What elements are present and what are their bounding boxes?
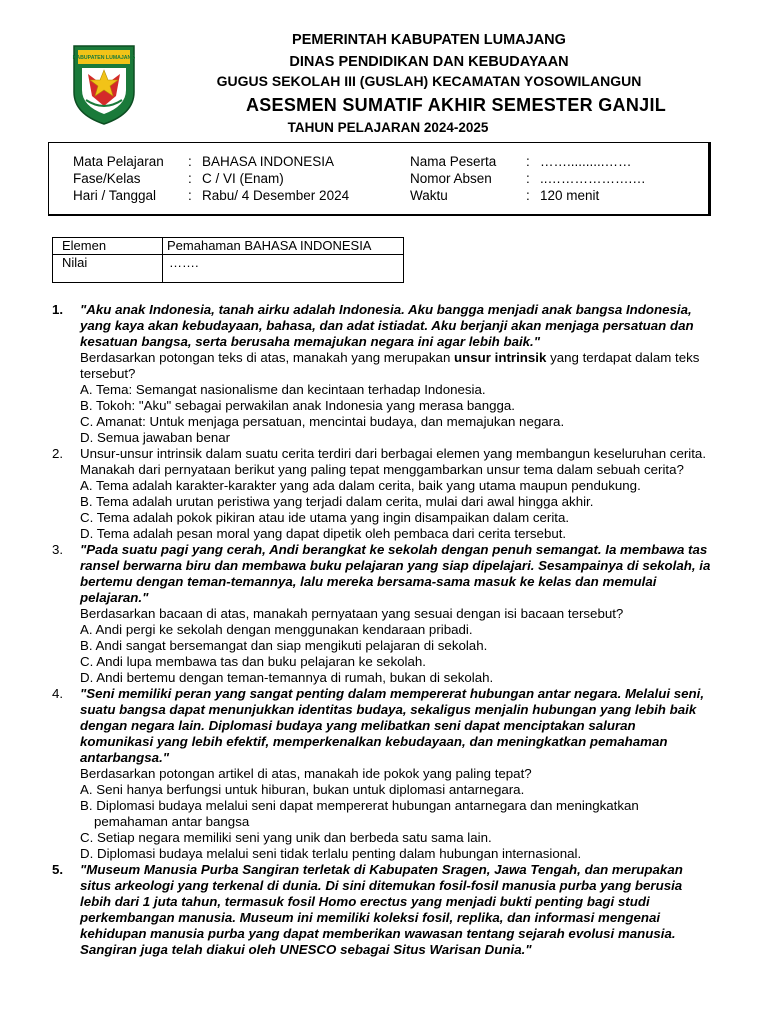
option-c[interactable]: C. Tema adalah pokok pikiran atau ide utama yang ingin disampaikan dalam cerita. — [80, 510, 570, 525]
subject-label: Mata Pelajaran — [73, 154, 164, 169]
question-5 — [52, 862, 712, 958]
question-2 — [52, 446, 712, 542]
phase-class-value: C / VI (Enam) — [202, 171, 284, 186]
participant-name-label: Nama Peserta — [410, 154, 497, 169]
option-c[interactable]: C. Andi lupa membawa tas dan buku pelajaran ke sekolah. — [80, 654, 426, 669]
student-info-box — [48, 142, 711, 216]
colon: : — [188, 171, 192, 186]
option-b[interactable]: B. Tokoh: "Aku" sebagai perwakilan anak Indonesia yang merasa bangga. — [80, 398, 515, 413]
table-row — [53, 255, 404, 283]
colon: : — [188, 154, 192, 169]
element-score-table — [52, 237, 404, 283]
option-b[interactable]: B. Andi sangat bersemangat dan siap mengikuti pelajaran di sekolah. — [80, 638, 488, 653]
day-date-value: Rabu/ 4 Desember 2024 — [202, 188, 350, 203]
question-passage: "Museum Manusia Purba Sangiran terletak di Kabupaten Sragen, Jawa Tengah, dan merupakan situs arkeologi yang terkenal di dunia. Di sini ditemukan fosil-fosil manusia purba yang berusia lebih dari 1 juta tahun, termasuk fosil Homo erectus yang menjadi bukti penting bagi studi perkembangan manusia. Museum ini memiliki koleksi fosil, replika, dan informasi mengenai kehidupan manusia purba yang dapat memberikan wawasan tentang sejarah evolusi manusia. Sangiran juga telah diakui oleh UNESCO sebagai Situs Warisan Dunia." — [80, 862, 683, 957]
option-d[interactable]: D. Andi bertemu dengan teman-temannya di rumah, bukan di sekolah. — [80, 670, 494, 685]
absence-number-field[interactable]: ..……………….… — [540, 171, 646, 186]
option-a[interactable]: A. Tema: Semangat nasionalisme dan kecintaan terhadap Indonesia. — [80, 382, 486, 397]
option-d[interactable]: D. Diplomasi budaya melalui seni tidak terlalu penting dalam hubungan internasional. — [80, 846, 582, 861]
phase-class-label: Fase/Kelas — [73, 171, 141, 186]
academic-year: TAHUN PELAJARAN 2024-2025 — [287, 120, 489, 135]
question-3 — [52, 542, 712, 686]
score-label: Nilai — [53, 255, 163, 283]
table-row — [53, 238, 404, 255]
option-d[interactable]: D. Tema adalah pesan moral yang dapat dipetik oleh pembaca dari cerita tersebut. — [80, 526, 567, 541]
option-b[interactable]: B. Diplomasi budaya melalui seni dapat mempererat hubungan antarnegara dan meningkatkan pemahaman antar bangsa — [80, 798, 639, 829]
question-prompt: Berdasarkan potongan teks di atas, manakah yang merupakan unsur intrinsik yang terdapat dalam teks tersebut? — [80, 350, 700, 381]
colon: : — [526, 188, 530, 203]
question-prompt: Berdasarkan potongan artikel di atas, manakah ide pokok yang paling tepat? — [80, 766, 532, 781]
header-government: PEMERINTAH KABUPATEN LUMAJANG — [292, 32, 566, 48]
question-number: 2. — [52, 446, 64, 461]
day-date-label: Hari / Tanggal — [73, 188, 157, 203]
question-prompt: Unsur-unsur intrinsik dalam suatu cerita terdiri dari berbagai elemen yang membangun keseluruhan cerita. Manakah dari pernyataan berikut yang paling tepat menggambarkan unsur tema dalam sebuah cerita? — [80, 446, 707, 477]
question-number: 3. — [52, 542, 64, 557]
colon: : — [526, 171, 530, 186]
score-field[interactable]: ……. — [163, 255, 404, 283]
option-a[interactable]: A. Tema adalah karakter-karakter yang ada dalam cerita, baik yang utama maupun pendukung. — [80, 478, 641, 493]
question-passage: "Seni memiliki peran yang sangat penting dalam mempererat hubungan antar negara. Melalui seni, suatu bangsa dapat menunjukkan identitas budaya, sekaligus menjalin hubungan yang lebih baik dengan negara lain. Diplomasi budaya yang melibatkan seni dapat menciptakan saluran komunikasi yang lebih efektif, memperkenalkan kebudayaan, dan meningkatkan pemahaman antarbangsa." — [80, 686, 705, 765]
option-c[interactable]: C. Amanat: Untuk menjaga persatuan, mencintai budaya, dan memajukan negara. — [80, 414, 565, 429]
colon: : — [526, 154, 530, 169]
question-4 — [52, 686, 712, 862]
question-prompt: Berdasarkan bacaan di atas, manakah pernyataan yang sesuai dengan isi bacaan tersebut? — [80, 606, 624, 621]
header-department: DINAS PENDIDIKAN DAN KEBUDAYAAN — [289, 54, 569, 70]
logo-text: KABUPATEN LUMAJANG — [72, 55, 136, 61]
element-label: Elemen — [53, 238, 163, 255]
question-number: 5. — [52, 862, 64, 877]
option-c[interactable]: C. Setiap negara memiliki seni yang unik dan berbeda satu sama lain. — [80, 830, 492, 845]
time-value: 120 menit — [540, 188, 600, 203]
question-1 — [52, 302, 712, 446]
option-b[interactable]: B. Tema adalah urutan peristiwa yang terjadi dalam cerita, mulai dari awal hingga akhir. — [80, 494, 594, 509]
subject-value: BAHASA INDONESIA — [202, 154, 335, 169]
absence-number-label: Nomor Absen — [410, 171, 492, 186]
time-label: Waktu — [410, 188, 448, 203]
option-a[interactable]: A. Seni hanya berfungsi untuk hiburan, bukan untuk diplomasi antarnegara. — [80, 782, 525, 797]
participant-name-field[interactable]: ……..........…… — [540, 154, 632, 169]
colon: : — [188, 188, 192, 203]
header-school-cluster: GUGUS SEKOLAH III (GUSLAH) KECAMATAN YOSOWILANGUN — [216, 73, 642, 89]
question-list — [52, 302, 712, 958]
exam-title: ASESMEN SUMATIF AKHIR SEMESTER GANJIL — [245, 95, 667, 115]
question-number: 1. — [52, 302, 64, 317]
option-a[interactable]: A. Andi pergi ke sekolah dengan menggunakan kendaraan pribadi. — [80, 622, 473, 637]
option-d[interactable]: D. Semua jawaban benar — [80, 430, 231, 445]
element-value: Pemahaman BAHASA INDONESIA — [163, 238, 404, 255]
question-number: 4. — [52, 686, 64, 701]
question-passage: "Aku anak Indonesia, tanah airku adalah Indonesia. Aku bangga menjadi anak bangsa Indonesia, yang kaya akan kebudayaan, bahasa, dan adat istiadat. Aku berjanji akan menjaga persatuan dan kesatuan bangsa, serta berusaha memajukan negara ini agar lebih baik." — [80, 302, 694, 349]
question-passage: "Pada suatu pagi yang cerah, Andi berangkat ke sekolah dengan penuh semangat. Ia membawa tas ransel berwarna biru dan membawa buku pelajaran yang siap dipelajari. Sesampainya di sekolah, ia bertemu dengan teman-temannya, lalu mereka bersama-sama masuk ke kelas dan memulai pelajaran." — [80, 542, 711, 605]
